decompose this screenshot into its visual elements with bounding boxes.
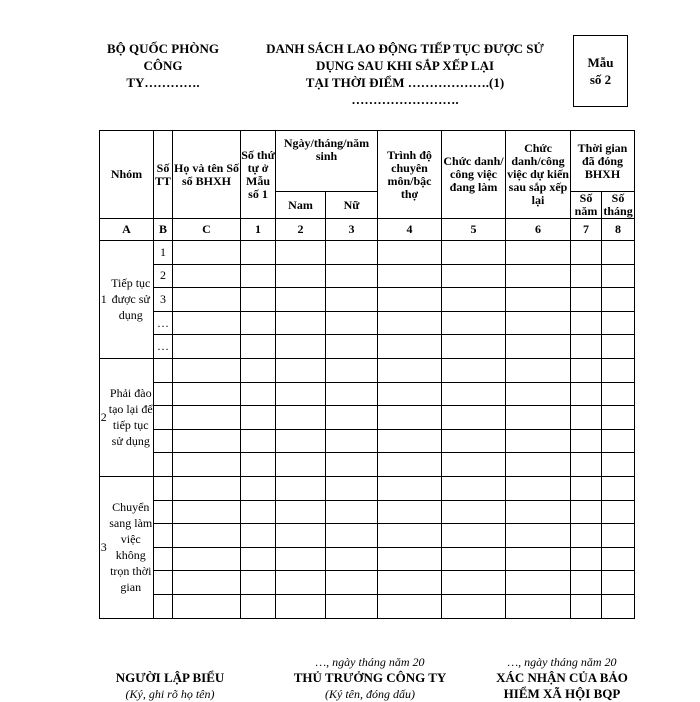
group-name: Tiếp tục được sử dụng — [108, 241, 154, 359]
header-order-no: Số thứ tự ở Mẫu số 1 — [241, 131, 276, 219]
table-cell — [571, 476, 602, 500]
table-cell — [602, 288, 635, 312]
table-cell — [326, 335, 378, 359]
group-number: 2 — [100, 358, 108, 476]
header-current-job: Chức danh/ công việc đang làm — [442, 131, 506, 219]
header-years: Số năm — [571, 192, 602, 219]
title-line-4: ……………………. — [351, 92, 459, 107]
table-cell — [506, 476, 571, 500]
table-cell — [241, 571, 276, 595]
row-stt — [154, 453, 173, 477]
table-cell — [442, 358, 506, 382]
table-cell — [326, 453, 378, 477]
table-cell — [571, 241, 602, 265]
table-cell — [506, 311, 571, 335]
header-stt: Số TT — [154, 131, 173, 219]
table-cell — [506, 264, 571, 288]
row-stt: … — [154, 311, 173, 335]
org-line-1: BỘ QUỐC PHÒNG — [107, 41, 219, 56]
table-cell — [173, 500, 241, 524]
table-cell — [571, 288, 602, 312]
table-cell — [378, 594, 442, 618]
table-cell — [378, 264, 442, 288]
table-cell — [378, 311, 442, 335]
table-cell — [602, 311, 635, 335]
form-number-box — [573, 35, 628, 107]
row-stt — [154, 571, 173, 595]
table-row — [100, 264, 635, 288]
column-id-row — [100, 219, 635, 241]
table-cell — [276, 382, 326, 406]
header-group: Nhóm — [100, 131, 154, 219]
table-cell — [602, 358, 635, 382]
table-cell — [571, 311, 602, 335]
table-cell — [571, 547, 602, 571]
insurance-date: …, ngày tháng năm 20 — [507, 655, 617, 669]
table-cell — [326, 594, 378, 618]
table-cell — [378, 524, 442, 548]
table-cell — [276, 594, 326, 618]
table-cell — [326, 429, 378, 453]
table-cell — [378, 406, 442, 430]
column-id: 7 — [571, 219, 602, 241]
table-cell — [506, 288, 571, 312]
table-cell — [571, 429, 602, 453]
table-cell — [378, 382, 442, 406]
table-cell — [241, 288, 276, 312]
table-cell — [173, 382, 241, 406]
table-cell — [602, 594, 635, 618]
table-cell — [442, 524, 506, 548]
table-cell — [442, 500, 506, 524]
row-stt — [154, 406, 173, 430]
row-stt: … — [154, 335, 173, 359]
table-row — [100, 453, 635, 477]
table-cell — [602, 382, 635, 406]
row-stt — [154, 594, 173, 618]
table-cell — [442, 571, 506, 595]
column-id: A — [100, 219, 154, 241]
table-cell — [241, 241, 276, 265]
table-cell — [506, 406, 571, 430]
table-cell — [442, 547, 506, 571]
table-row — [100, 571, 635, 595]
column-id: 5 — [442, 219, 506, 241]
table-cell — [442, 382, 506, 406]
table-cell — [276, 453, 326, 477]
signature-director — [270, 654, 470, 702]
org-line-2: CÔNG — [143, 58, 183, 73]
table-cell — [326, 500, 378, 524]
table-row — [100, 288, 635, 312]
table-cell — [276, 358, 326, 382]
director-title: THỦ TRƯỞNG CÔNG TY — [293, 670, 447, 685]
header-insurance-time: Thời gian đã đóng BHXH — [571, 131, 635, 192]
table-cell — [326, 476, 378, 500]
employee-list-table — [99, 130, 635, 619]
table-row — [100, 500, 635, 524]
header-name: Họ và tên Số sổ BHXH — [173, 131, 241, 219]
table-cell — [326, 311, 378, 335]
table-cell — [276, 241, 326, 265]
table-row — [100, 241, 635, 265]
table-cell — [602, 335, 635, 359]
table-cell — [276, 335, 326, 359]
table-row — [100, 429, 635, 453]
header-dob: Ngày/tháng/năm sinh — [276, 131, 378, 192]
table-cell — [442, 241, 506, 265]
table-cell — [326, 547, 378, 571]
org-line-3: TY…………. — [126, 75, 200, 90]
table-cell — [571, 500, 602, 524]
preparer-title: NGƯỜI LẬP BIỂU — [115, 670, 225, 685]
table-cell — [571, 335, 602, 359]
table-cell — [173, 288, 241, 312]
table-cell — [241, 358, 276, 382]
table-cell — [241, 453, 276, 477]
table-cell — [173, 358, 241, 382]
signature-insurance — [462, 654, 662, 702]
table-cell — [378, 335, 442, 359]
table-cell — [506, 547, 571, 571]
row-stt — [154, 358, 173, 382]
table-cell — [276, 264, 326, 288]
header-months: Số tháng — [603, 191, 633, 218]
header-male: Nam — [276, 192, 326, 219]
table-cell — [241, 382, 276, 406]
table-cell — [506, 382, 571, 406]
table-row — [100, 358, 635, 382]
row-stt: 1 — [154, 241, 173, 265]
header-qualification: Trình độ chuyên môn/bậc thợ — [378, 131, 442, 219]
group-name: Chuyển sang làm việc không trọn thời gian — [108, 476, 154, 618]
table-cell — [506, 500, 571, 524]
table-cell — [173, 594, 241, 618]
group-number: 3 — [100, 476, 108, 618]
table-cell — [241, 500, 276, 524]
table-cell — [276, 500, 326, 524]
table-cell — [571, 382, 602, 406]
table-cell — [506, 453, 571, 477]
column-id: 6 — [506, 219, 571, 241]
table-cell — [571, 571, 602, 595]
table-cell — [378, 500, 442, 524]
table-cell — [173, 453, 241, 477]
table-cell — [276, 476, 326, 500]
director-note: (Ký tên, đóng dấu) — [325, 687, 415, 701]
table-row — [100, 524, 635, 548]
table-cell — [378, 288, 442, 312]
group-name: Phải đào tạo lại để tiếp tục sử dụng — [108, 358, 154, 476]
table-cell — [241, 429, 276, 453]
insurance-title-2: HIỂM XÃ HỘI BQP — [503, 686, 621, 701]
table-cell — [602, 429, 635, 453]
header-row — [100, 131, 635, 192]
table-cell — [442, 406, 506, 430]
table-cell — [173, 241, 241, 265]
table-cell — [506, 335, 571, 359]
column-id: 1 — [241, 219, 276, 241]
header-female: Nữ — [326, 192, 378, 219]
table-cell — [442, 264, 506, 288]
table-cell — [442, 453, 506, 477]
table-cell — [326, 524, 378, 548]
table-cell — [241, 311, 276, 335]
table-cell — [442, 429, 506, 453]
table-cell — [276, 288, 326, 312]
table-cell — [378, 476, 442, 500]
table-cell — [442, 476, 506, 500]
table-row — [100, 476, 635, 500]
table-cell — [571, 453, 602, 477]
table-cell — [442, 311, 506, 335]
table-cell — [173, 264, 241, 288]
table-cell — [602, 500, 635, 524]
row-stt — [154, 547, 173, 571]
preparer-note: (Ký, ghi rõ họ tên) — [125, 687, 215, 701]
column-id: 2 — [276, 219, 326, 241]
table-row — [100, 406, 635, 430]
row-stt — [154, 500, 173, 524]
column-id: 4 — [378, 219, 442, 241]
table-row — [100, 547, 635, 571]
table-cell — [326, 358, 378, 382]
group-number: 1 — [100, 241, 108, 359]
table-cell — [442, 594, 506, 618]
table-cell — [173, 547, 241, 571]
table-cell — [173, 571, 241, 595]
table-cell — [602, 241, 635, 265]
table-cell — [571, 406, 602, 430]
table-cell — [241, 264, 276, 288]
table-row — [100, 594, 635, 618]
row-stt: 3 — [154, 288, 173, 312]
table-cell — [442, 288, 506, 312]
header-expected-job: Chức danh/công việc dự kiến sau sắp xếp lại — [506, 131, 571, 219]
table-cell — [326, 241, 378, 265]
table-cell — [506, 358, 571, 382]
table-cell — [571, 594, 602, 618]
table-cell — [276, 547, 326, 571]
table-cell — [326, 406, 378, 430]
column-id: B — [154, 219, 173, 241]
table-cell — [378, 358, 442, 382]
form-label-line-2: số 2 — [589, 72, 612, 87]
table-cell — [602, 264, 635, 288]
insurance-title-1: XÁC NHẬN CỦA BẢO — [496, 670, 628, 685]
row-stt — [154, 476, 173, 500]
table-cell — [276, 406, 326, 430]
table-cell — [602, 406, 635, 430]
table-cell — [378, 453, 442, 477]
table-cell — [326, 288, 378, 312]
table-cell — [506, 571, 571, 595]
table-cell — [241, 524, 276, 548]
row-stt: 2 — [154, 264, 173, 288]
table-cell — [571, 358, 602, 382]
table-row — [100, 382, 635, 406]
column-id: 8 — [602, 219, 635, 241]
table-cell — [378, 241, 442, 265]
table-cell — [506, 524, 571, 548]
organization-header — [88, 40, 238, 91]
table-cell — [571, 264, 602, 288]
table-cell — [241, 594, 276, 618]
column-id: C — [173, 219, 241, 241]
title-line-1: DANH SÁCH LAO ĐỘNG TIẾP TỤC ĐƯỢC SỬ — [266, 41, 544, 56]
table-cell — [506, 241, 571, 265]
table-cell — [506, 429, 571, 453]
table-cell — [276, 571, 326, 595]
row-stt — [154, 524, 173, 548]
column-id: 3 — [326, 219, 378, 241]
table-cell — [173, 476, 241, 500]
table-cell — [602, 453, 635, 477]
table-cell — [276, 311, 326, 335]
table-cell — [276, 524, 326, 548]
table-cell — [173, 335, 241, 359]
document-title — [240, 40, 570, 108]
title-line-2: DỤNG SAU KHI SẮP XẾP LẠI — [315, 58, 495, 73]
table-cell — [241, 406, 276, 430]
table-cell — [378, 547, 442, 571]
table-cell — [241, 335, 276, 359]
table-cell — [241, 547, 276, 571]
table-cell — [241, 476, 276, 500]
table-cell — [506, 594, 571, 618]
director-date: …, ngày tháng năm 20 — [315, 655, 425, 669]
table-row — [100, 335, 635, 359]
title-line-3: TẠI THỜI ĐIỂM ……………….(1) — [305, 75, 505, 90]
table-cell — [173, 524, 241, 548]
table-cell — [378, 571, 442, 595]
table-cell — [173, 406, 241, 430]
table-cell — [173, 429, 241, 453]
table-cell — [326, 264, 378, 288]
table-cell — [326, 571, 378, 595]
table-cell — [173, 311, 241, 335]
table-cell — [378, 429, 442, 453]
table-cell — [602, 571, 635, 595]
table-cell — [442, 335, 506, 359]
table-cell — [602, 524, 635, 548]
row-stt — [154, 382, 173, 406]
table-row — [100, 311, 635, 335]
table-cell — [571, 524, 602, 548]
table-cell — [326, 382, 378, 406]
row-stt — [154, 429, 173, 453]
table-cell — [602, 476, 635, 500]
signature-preparer — [100, 670, 240, 702]
form-label-line-1: Mẫu — [587, 55, 614, 70]
table-cell — [276, 429, 326, 453]
table-cell — [602, 547, 635, 571]
